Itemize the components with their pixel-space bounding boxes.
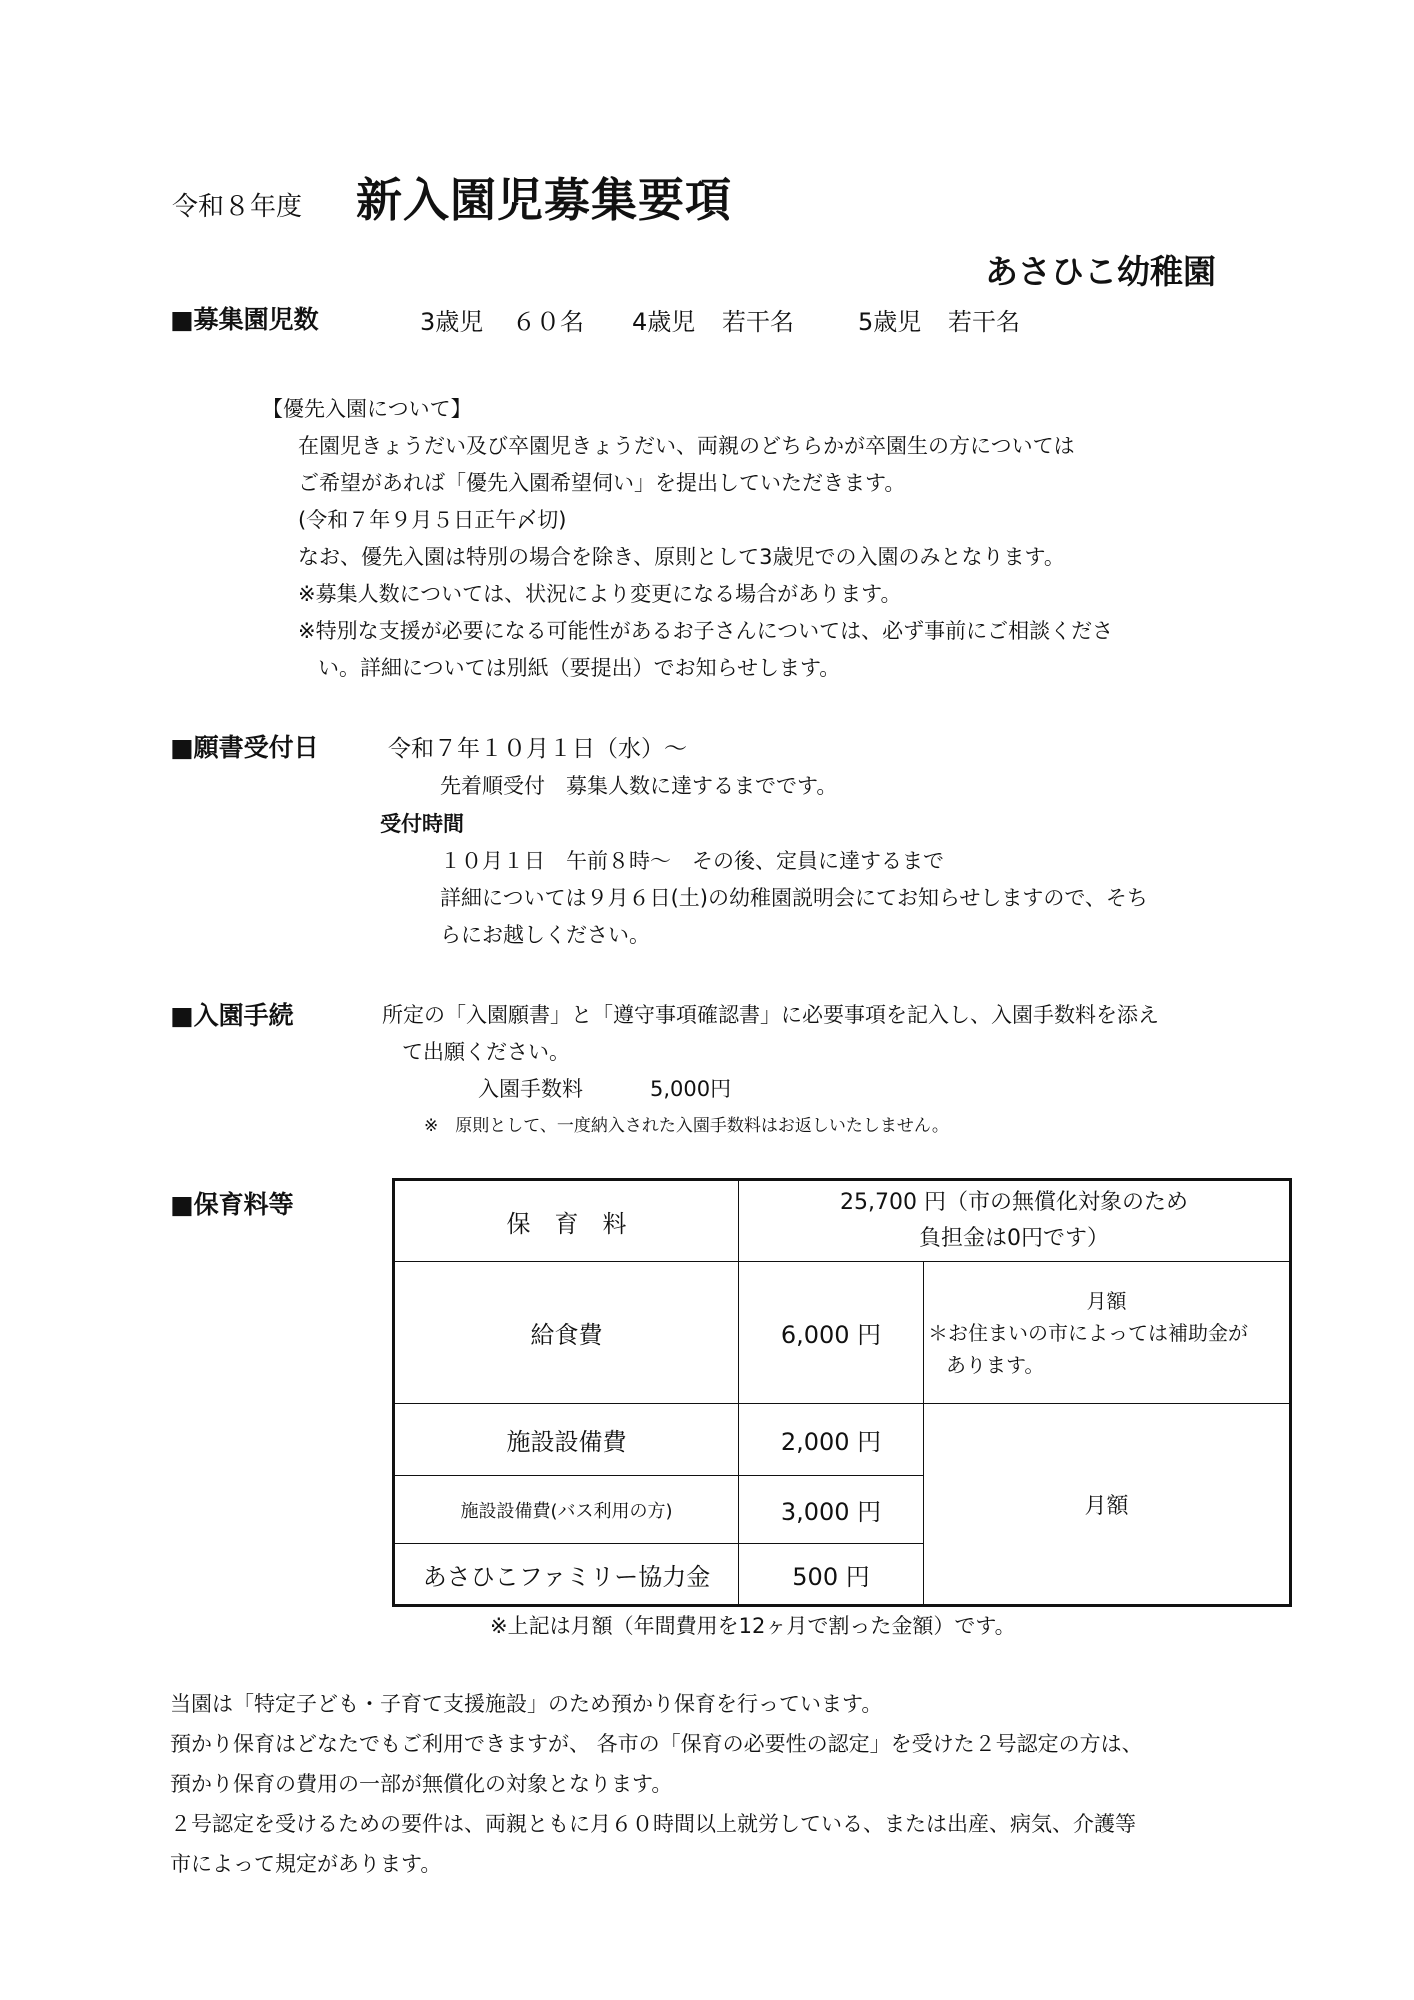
fee-value: 5,000円: [650, 1077, 732, 1101]
tuition-value: [739, 1180, 1291, 1262]
footer-line: ２号認定を受けるための要件は、両親ともに月６０時間以上就労している、または出産、病気、介護等: [170, 1812, 1136, 1836]
application-detail: 詳細については９月６日(土)の幼稚園説明会にてお知らせしますので、そち: [440, 886, 1148, 910]
procedure-heading: ■入園手続: [170, 1001, 294, 1030]
school-name: あさひこ幼稚園: [985, 252, 1216, 291]
priority-line: ※特別な支援が必要になる可能性があるお子さんについては、必ず事前にご相談くださ: [298, 619, 1114, 643]
table-row: [394, 1404, 1291, 1476]
priority-line: い。詳細については別紙（要提出）でお知らせします。: [318, 656, 841, 680]
facility-bus-label: 施設設備費(バス利用の方): [394, 1476, 739, 1544]
age4-label: 4歳児: [632, 308, 696, 336]
family-label: あさひこファミリー協力金: [394, 1544, 739, 1606]
application-order: 先着順受付 募集人数に達するまでです。: [440, 774, 838, 798]
age3-count: ６０名: [512, 308, 584, 336]
application-heading: ■願書受付日: [170, 733, 319, 762]
table-row: [394, 1180, 1291, 1262]
footer-line: 預かり保育はどなたでもご利用できますが、 各市の「保育の必要性の認定」を受けた２号認定の方は、: [170, 1732, 1143, 1756]
facility-label: 施設設備費: [394, 1404, 739, 1476]
tuition-value-line: 負担金は0円です）: [919, 1226, 1109, 1251]
title-prefix: 令和８年度: [172, 192, 303, 222]
lunch-note: [924, 1262, 1291, 1404]
age3-label: 3歳児: [420, 308, 484, 336]
facility-value: 2,000 円: [739, 1404, 924, 1476]
application-date: 令和７年１０月１日（水）～: [388, 736, 687, 762]
footer-line: 当園は「特定子ども・子育て支援施設」のため預かり保育を行っています。: [170, 1692, 883, 1716]
family-value: 500 円: [739, 1544, 924, 1606]
tuition-value-line: 25,700 円（市の無償化対象のため: [840, 1190, 1188, 1215]
hours-label: 受付時間: [380, 812, 464, 836]
age4-count: 若干名: [722, 308, 794, 336]
lunch-note-line: ＊お住まいの市によっては補助金が: [928, 1320, 1248, 1345]
fee-note: ※ 原則として、一度納入された入園手数料はお返しいたしません。: [424, 1116, 949, 1136]
monthly-cell: 月額: [924, 1404, 1291, 1606]
age5-count: 若干名: [948, 308, 1020, 336]
procedure-text: 所定の「入園願書」と「遵守事項確認書」に必要事項を記入し、入園手数料を添え: [382, 1003, 1159, 1027]
fee-label: 入園手数料: [478, 1077, 583, 1101]
recruitment-heading: ■募集園児数: [170, 305, 319, 334]
priority-heading: 【優先入園について】: [262, 397, 472, 421]
hours-text: １０月１日 午前８時～ その後、定員に達するまで: [440, 849, 944, 873]
footer-line: 預かり保育の費用の一部が無償化の対象となります。: [170, 1772, 673, 1796]
priority-line: (令和７年９月５日正午〆切): [298, 508, 567, 532]
fees-table: [392, 1178, 1292, 1607]
facility-bus-value: 3,000 円: [739, 1476, 924, 1544]
footer-line: 市によって規定があります。: [170, 1852, 442, 1876]
table-row: [394, 1262, 1291, 1404]
application-detail: らにお越しください。: [440, 923, 650, 947]
page-title: 新入園児募集要項: [356, 173, 732, 227]
lunch-note-line: あります。: [946, 1352, 1045, 1377]
fees-footnote: ※上記は月額（年間費用を12ヶ月で割った金額）です。: [490, 1614, 1016, 1638]
priority-line: 在園児きょうだい及び卒園児きょうだい、両親のどちらかが卒園生の方については: [298, 434, 1075, 458]
tuition-label: 保 育 料: [394, 1180, 739, 1262]
priority-line: なお、優先入園は特別の場合を除き、原則として3歳児での入園のみとなります。: [298, 545, 1065, 569]
procedure-text: て出願ください。: [402, 1040, 570, 1064]
priority-line: ご希望があれば「優先入園希望伺い」を提出していただきます。: [298, 471, 906, 495]
lunch-value: 6,000 円: [739, 1262, 924, 1404]
priority-line: ※募集人数については、状況により変更になる場合があります。: [298, 582, 902, 606]
lunch-note-line: 月額: [1086, 1288, 1127, 1313]
lunch-label: 給食費: [394, 1262, 739, 1404]
age5-label: 5歳児: [858, 308, 922, 336]
fees-heading: ■保育料等: [170, 1190, 294, 1219]
